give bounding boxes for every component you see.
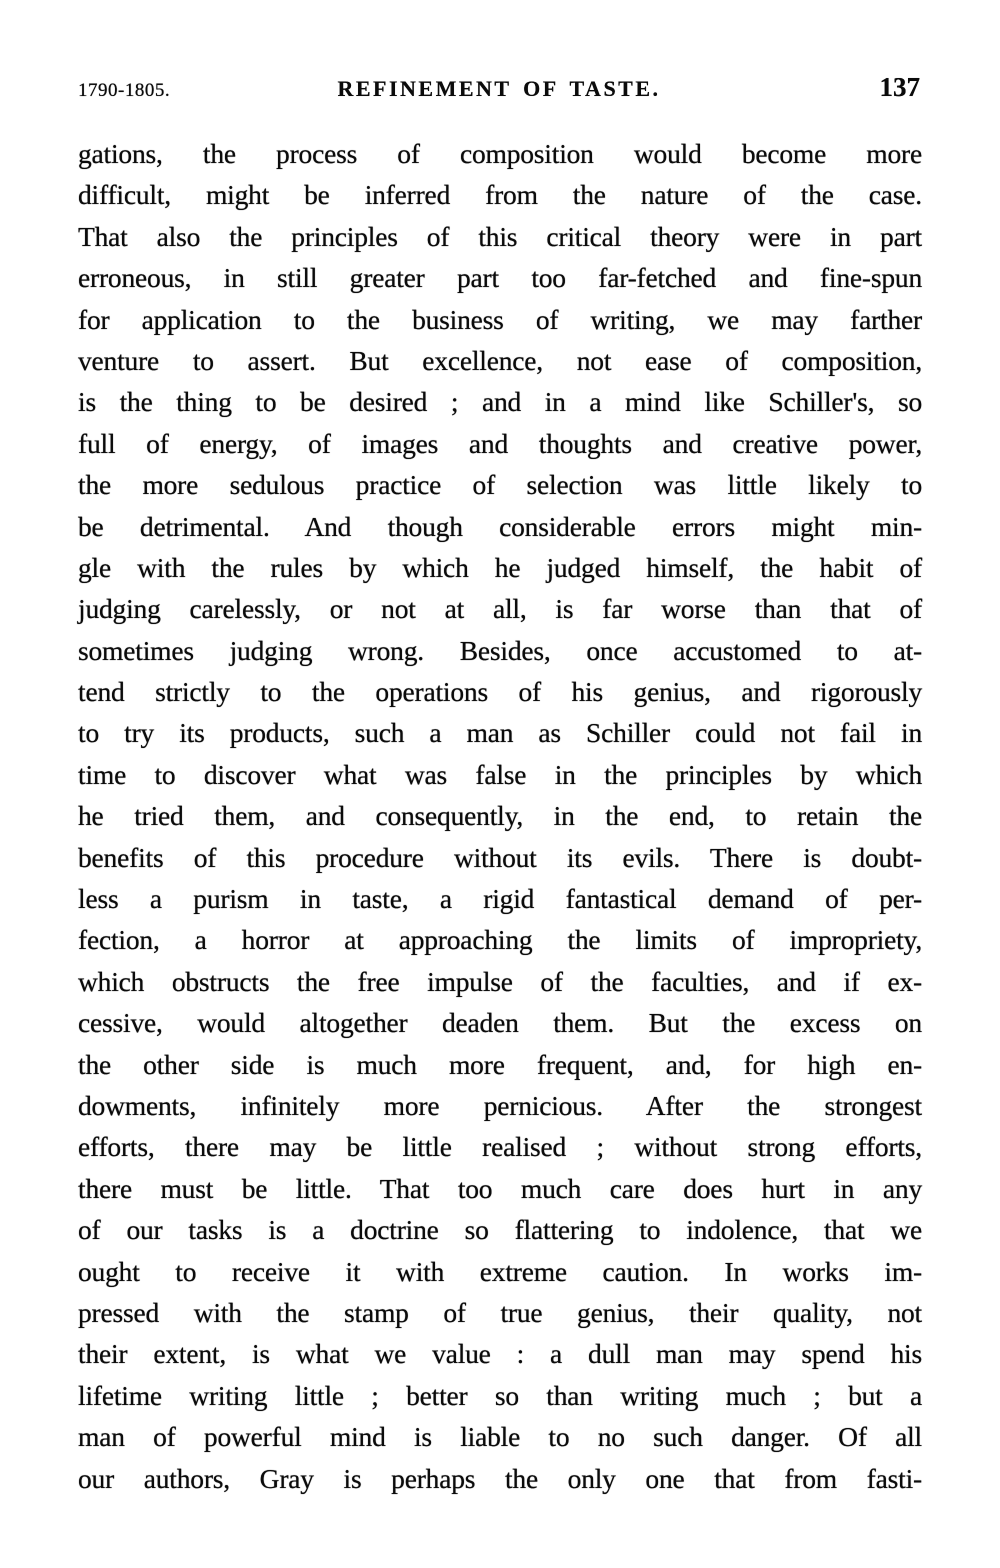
text-line: pressed with the stamp of true genius, their quality, not: [78, 1296, 922, 1328]
text-line: for application to the business of writing, we may farther: [78, 303, 922, 335]
page-text: [78, 133, 922, 1499]
text-line: ought to receive it with extreme caution. In works im-: [78, 1255, 922, 1287]
text-line: their extent, is what we value : a dull man may spend his: [78, 1338, 922, 1370]
text-line: time to discover what was false in the principles by which: [78, 758, 922, 790]
text-line: lifetime writing little ; better so than writing much ; but a: [78, 1379, 922, 1411]
text-line: That also the principles of this critical theory were in part: [78, 220, 922, 252]
text-line: he tried them, and consequently, in the end, to retain the: [78, 800, 922, 832]
text-line: venture to assert. But excellence, not ease of composition,: [78, 344, 922, 376]
text-line: there must be little. That too much care does hurt in any: [78, 1172, 922, 1204]
text-line: our authors, Gray is perhaps the only one that from fasti-: [78, 1462, 922, 1494]
text-line: fection, a horror at approaching the limits of impropriety,: [78, 924, 922, 956]
running-header: [78, 72, 920, 103]
text-line: tend strictly to the operations of his genius, and rigorously: [78, 676, 922, 708]
text-line: the other side is much more frequent, and, for high en-: [78, 1048, 922, 1080]
text-line: man of powerful mind is liable to no such danger. Of all: [78, 1421, 922, 1453]
running-title: REFINEMENT OF TASTE.: [337, 76, 661, 101]
text-line: efforts, there may be little realised ; without strong efforts,: [78, 1131, 922, 1163]
text-line: full of energy, of images and thoughts and creative power,: [78, 427, 922, 459]
text-line: gations, the process of composition would become more: [78, 138, 922, 169]
text-line: of our tasks is a doctrine so flattering to indolence, that we: [78, 1214, 922, 1246]
text-line: dowments, infinitely more pernicious. After the strongest: [78, 1089, 922, 1121]
text-line: erroneous, in still greater part too far-fetched and fine-spun: [78, 262, 922, 294]
text-line: difficult, might be inferred from the nature of the case.: [78, 179, 922, 211]
text-line: is the thing to be desired ; and in a mind like Schiller's, so: [78, 386, 922, 418]
text-line: sometimes judging wrong. Besides, once accustomed to at-: [78, 634, 922, 666]
page-number: 137: [879, 72, 920, 102]
text-line: judging carelessly, or not at all, is far worse than that of: [78, 593, 922, 625]
header-date-range: 1790-1805.: [78, 80, 171, 101]
text-line: benefits of this procedure without its evils. There is doubt-: [78, 841, 922, 873]
text-line: which obstructs the free impulse of the faculties, and if ex-: [78, 965, 922, 997]
text-line: the more sedulous practice of selection was little likely to: [78, 469, 922, 501]
text-line: gle with the rules by which he judged himself, the habit of: [78, 551, 922, 583]
text-line: be detrimental. And though considerable errors might min-: [78, 510, 922, 542]
text-line: to try its products, such a man as Schiller could not fail in: [78, 717, 922, 749]
text-line: cessive, would altogether deaden them. But the excess on: [78, 1007, 922, 1039]
text-line: less a purism in taste, a rigid fantastical demand of per-: [78, 883, 922, 915]
